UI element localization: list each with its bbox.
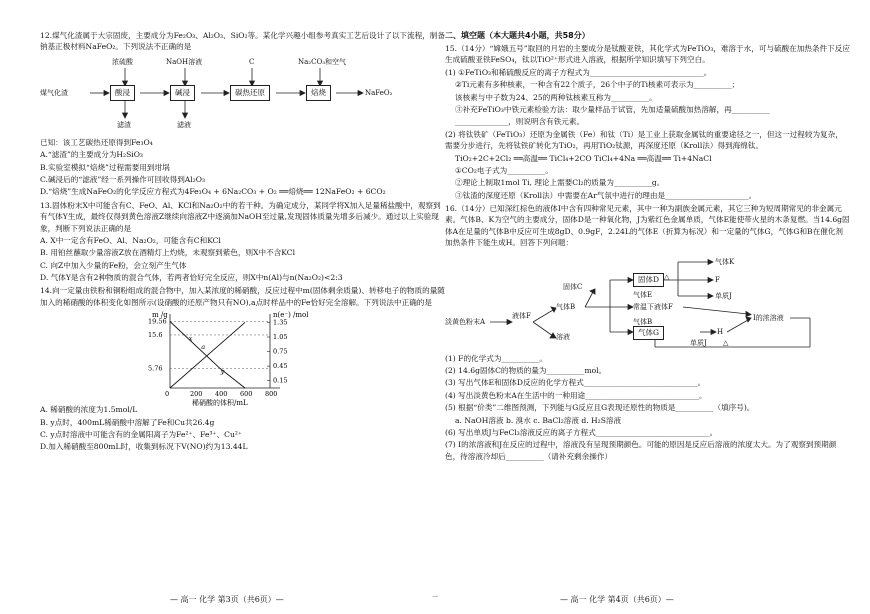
q15-1-a: (1) ①FeTiO₃和稀硫酸反应的离子方程式为______________________________。: [445, 67, 712, 77]
diag-gas-b2: 气体B: [633, 317, 653, 326]
left-footer: — 高一 化学 第3页（共6页）—: [170, 595, 284, 604]
q14-option-b: B. y点时，400mL稀硝酸中溶解了Fe和Cu共26.4g: [40, 417, 215, 427]
section-heading: 二、填空题（本大题共4小题，共58分）: [445, 31, 590, 40]
flow-step-roast: 焙烧: [306, 85, 331, 101]
q15-2-c: ②理论上制取1mol Ti, 理论上需要Cl₂的质量为__________g。: [455, 178, 665, 188]
diag-solution: 溶液: [556, 332, 570, 341]
q16-diagram: [445, 252, 850, 350]
diag-gas-b: 气体B: [556, 302, 576, 311]
q13-option-a: A. X中一定含有FeO、Al、Na₂O₂，可能含有C和KCl: [40, 235, 221, 245]
x-tick-4: 800: [265, 390, 278, 399]
flow-output-filtrate: 滤液: [177, 120, 191, 129]
diag-delta-1: △: [664, 272, 670, 281]
q12-known: 已知：该工艺碳热还原得到Fe₃O₄: [40, 137, 153, 147]
left-tick-1: 15.6: [148, 331, 163, 340]
q12-stem: 12.煤气化渣属于大宗固废，主要成分为Fe₂O₃、Al₂O₃、SiO₂等。某化学兴趣小组参考真实工艺后设计了以下流程，制备钠基正极材料NaFeO₂。下列说法不正确的是: [40, 31, 445, 52]
left-tick-0: 5.76: [148, 364, 163, 373]
diag-liquid-f: 液体F: [512, 311, 531, 320]
diag-delta-2: △: [723, 338, 729, 347]
q12-option-a: A.“滤渣”的主要成分为H₂SiO₃: [40, 150, 143, 160]
diag-j: 单质J: [715, 291, 732, 300]
diag-f: F: [715, 275, 720, 284]
diag-a: 淡黄色粉末A: [445, 317, 486, 326]
flow-input-acid: 浓硫酸: [112, 57, 133, 66]
q14-chart-svg: [40, 310, 340, 408]
ylabel-right: n(e⁻) /mol: [273, 311, 309, 320]
point-x-label: x: [188, 334, 193, 343]
q16-stem: 16.（14分）已知深红棕色的液体I中含有四种常见元素，其中一种为副族金属元素，其它三种为短周期常见的非金属元素。气体B、K为空气的主要成分，固体D是一种氧化物，J为紫红色金属单质，气体E能使带火星的木条复燃。当14.6g固体A在足量的气体B中反应可生成8gD、0.9gF，2.24L的气体E（折算为标况）和一定量的气体G，气体G和B在催化剂加热条件下能生成H。回答下列问题：: [445, 204, 850, 248]
diag-i: I的浓溶液: [753, 313, 784, 322]
q15-1-b: ②Ti元素有多种核素，一种含有22个质子，26个中子的Ti核素可表示为__________；: [455, 80, 740, 90]
x-tick-3: 600: [240, 390, 253, 399]
point-a-label: a: [201, 343, 206, 352]
flow-input-c: C: [249, 57, 255, 66]
right-column: [445, 30, 850, 463]
flow-start: 煤气化渣: [40, 88, 68, 97]
right-tick-4: 1.35: [273, 318, 288, 327]
q12-option-b: B.实验室模拟“焙烧”过程需要用到坩埚: [40, 162, 170, 172]
left-tick-2: 19.56: [148, 317, 167, 326]
ylabel-left: m /g: [152, 311, 168, 320]
q16-part-1: (1) F的化学式为__________。: [445, 353, 547, 363]
q15-2-a: (2) 将钛铁矿（FeTiO₃）还原为金属铁（Fe）和钛（Ti）是工业上获取金属钛的重要途径之一，但这一过程较为复杂，需要分步进行，先将钛铁矿转化为TiO₂，再用TiO₂钛源，再深度还原（Kroll法）得到海绵钛。: [445, 129, 843, 151]
q14-stem: 14.向一定量由铁粉和铜粉组成的混合物中，加入某浓度的稀硝酸，反应过程中m(固体剩余质量)、转移电子的物质的量随加入的稀硝酸的体积变化如图所示(设硝酸的还原产物只有NO),a点时样品中的Fe恰好完全溶解。下列说法中正确的是: [40, 286, 445, 307]
q16-part-4: (4) 写出淡黄色粉末A在生活中的一种用途______________________________。: [445, 390, 707, 400]
page-mark: 一: [432, 594, 439, 601]
q14-option-c: C. y点时溶液中可能含有的金属阳离子为Fe²⁺、Fe³⁺、Cu²⁺: [40, 430, 242, 440]
q15-2-b: ①CO₂电子式为__________。: [455, 165, 553, 175]
flow-input-naoh: NaOH溶液: [166, 57, 203, 66]
q15-stem: 15.（14分）“嫦娥五号”取回的月岩的主要成分是钛酸亚铁，其化学式为FeTiO₃，难溶于水，可与硫酸在加热条件下反应生成硫酸亚铁FeSO₄，钛以TiO²⁺形式进入溶液，根据所学知识填写下列空白。: [445, 44, 850, 65]
q15-1-d: ③补充FeTiO₃中铁元素检验方法：取少量样品于试管，先加适量硫酸加热溶解，再__________: [455, 104, 770, 114]
diag-solid-d: 固体D: [633, 273, 664, 287]
q14-graph: [40, 310, 445, 408]
q12-option-c: C.碱浸后的“滤液”经一系列操作可回收得到Al₂O₃: [40, 174, 206, 184]
right-tick-0: 0.15: [273, 376, 288, 385]
q15-2-eq: TiO₂+2C+2Cl₂ ══高温══ TiCl₄+2CO TiCl₄+4Na ══高温══ Ti+4NaCl: [455, 153, 712, 163]
diag-j2: 单质J: [690, 338, 707, 347]
q12-option-d: D.“焙烧”生成NaFeO₂的化学反应方程式为4Fe₃O₄ + 6Na₂CO₃ + O₂ ══焙烧══ 12NaFeO₂ + 6CO₂: [40, 187, 386, 197]
q13-option-c: C. 向Z中加入少量的Fe粉，会立刻产生气体: [40, 260, 187, 270]
diag-h: H: [717, 327, 724, 336]
diag-gas-e: 气体E: [633, 290, 653, 299]
flow-step-alkali: 碱浸: [170, 85, 195, 101]
q16-part-2: (2) 14.6g固体C的物质的量为__________mol。: [445, 366, 607, 376]
q14-option-a: A. 稀硝酸的浓度为1.5mol/L: [40, 405, 138, 415]
q15-1-c: 该核素与中子数为24、25的两种钛核素互称为__________。: [455, 92, 657, 102]
flow-step-carbon: 碳热还原: [230, 85, 270, 101]
left-column: [40, 30, 445, 454]
flow-end: NaFeO₂: [365, 88, 393, 97]
x-tick-2: 400: [215, 390, 228, 399]
q13-option-b: B. 用铂丝蘸取少量溶液Z放在酒精灯上灼烧，未观察到紫色，则X中不含KCl: [40, 248, 296, 258]
x-tick-0: 0: [165, 390, 170, 399]
diag-solid-c: 固体C: [563, 282, 583, 291]
point-y-label: y: [220, 367, 225, 376]
right-tick-2: 0.75: [273, 347, 288, 356]
q16-part-5-options: a. NaOH溶液 b. 溴水 c. BaCl₂溶液 d. H₂S溶液: [455, 415, 622, 425]
flow-output-residue: 滤渣: [117, 120, 131, 129]
q16-part-5: (5) 根据“价类”二维图预测，下列能与G反应且G表现还原性的物质是__________（填序号)。: [445, 403, 755, 413]
x-tick-1: 200: [190, 390, 203, 399]
right-footer: — 高一 化学 第4页（共6页）—: [560, 595, 674, 604]
q12-flowchart: [40, 55, 445, 133]
flow-input-na2co3: Na₂CO₃和空气: [298, 57, 347, 66]
q15-2-d: ③钛渣的深度还原（Kroll法）中需要在Ar气氛中进行的理由是______________________。: [455, 190, 757, 200]
q16-part-7: (7) I的浓溶液和J在反应的过程中，溶液没有呈现预期颜色。可能的原因是反应后溶液的浓度太大。为了观察到预期颜色，待溶液冷却后__________（请补充剩余操作）: [445, 440, 837, 461]
q15-1-e: ______________，则说明含有铁元素。: [455, 117, 585, 127]
right-tick-1: 0.45: [273, 362, 288, 371]
right-tick-3: 1.05: [273, 333, 288, 342]
diag-gas-g: 气体G: [633, 326, 664, 340]
diag-liquid-f2: 常温下液体F: [633, 302, 673, 311]
q16-part-6: (6) 写出单质J与FeCl₃溶液反应的离子方程式______________________________。: [445, 427, 718, 437]
q16-part-3: (3) 写出气体E和固体D反应的化学方程式______________________________。: [445, 378, 706, 388]
q13-option-d: D. 气体Y是含有2种物质的混合气体，若两者恰好完全反应，则X中n(Al)与n(Na₂O₂)<2:3: [40, 273, 343, 283]
q14-option-d: D.加入稀硝酸至800mL时，收集到标况下V(NO)约为13.44L: [40, 442, 248, 452]
xlabel: 稀硝酸的体积/mL: [192, 399, 248, 408]
flow-step-acid: 酸浸: [110, 85, 135, 101]
diag-gas-k: 气体K: [715, 257, 735, 266]
q13-stem: 13.固体粉末X中可能含有C、FeO、Al、KCl和Na₂O₂中的若干种。为确定成分，某同学将X加入足量稀盐酸中，观察到有气体Y生成，最终仅得到黄色溶液Z继续向溶液Z中逐滴加NaOH至过量,发现固体质量先增多后减少。通过以上实验现象，判断下列说法正确的是: [40, 200, 441, 233]
